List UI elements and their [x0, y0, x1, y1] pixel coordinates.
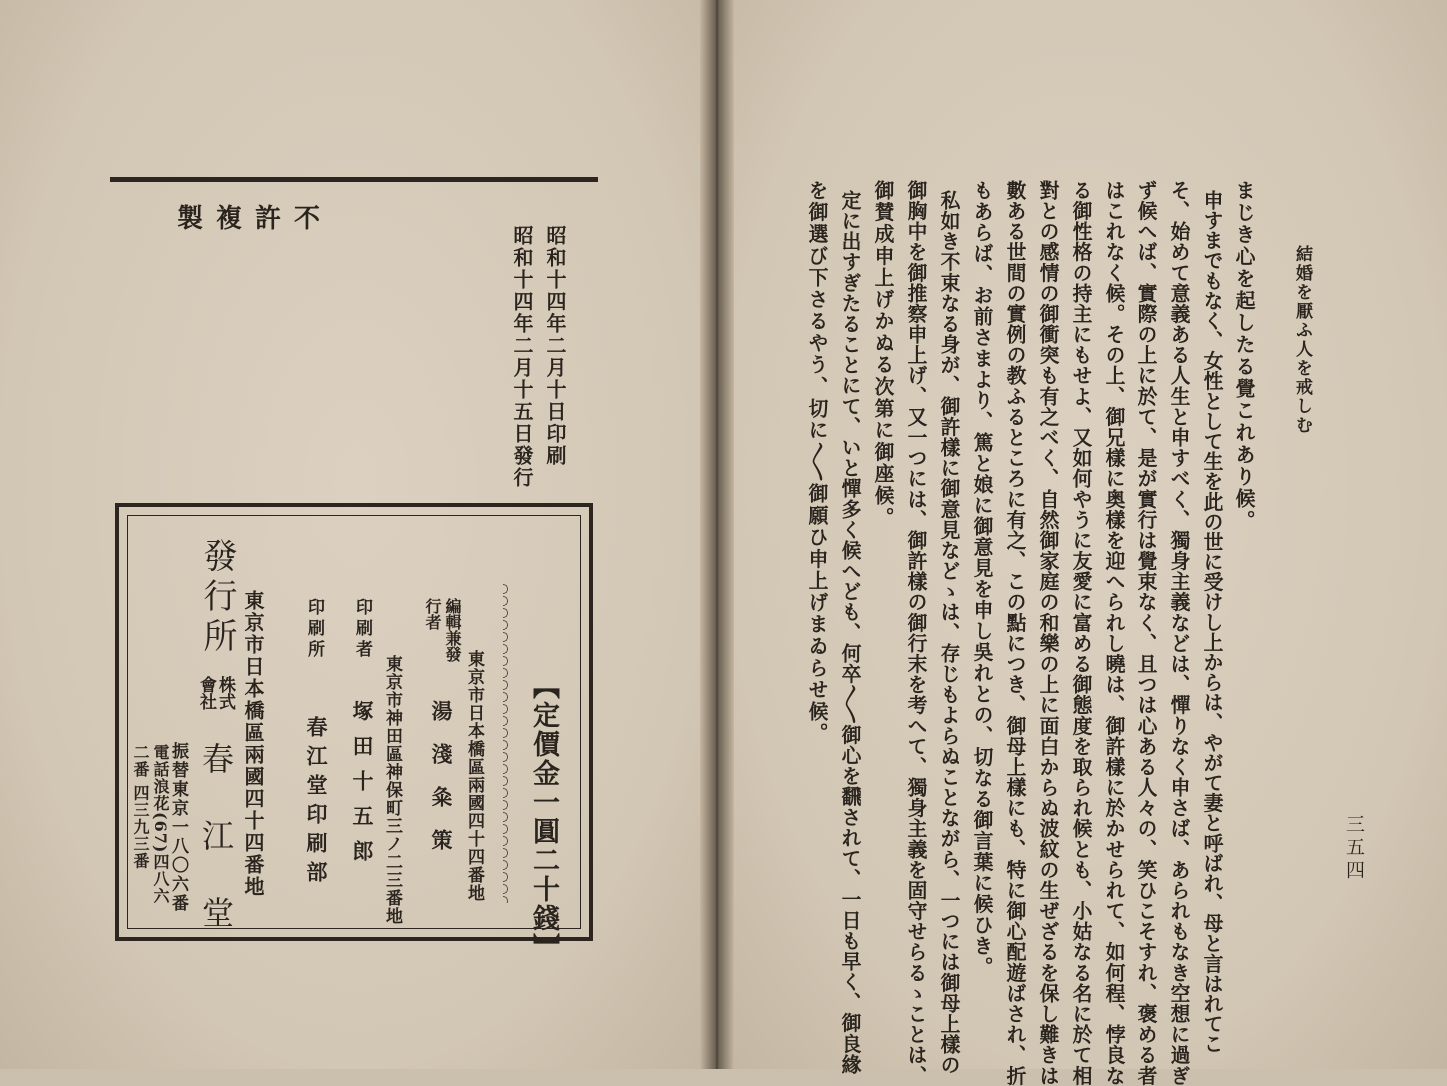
body-line: 私如き不束なる身が、御許樣に御意見などゝは、存じもよらぬことながら、一つには御母上樣の — [937, 190, 961, 1076]
copyright-notice: 不許複製 — [177, 204, 334, 234]
price: 【定價金一圓二十錢】 — [528, 672, 559, 962]
publisher-name: 春江堂 — [197, 742, 235, 973]
editor-name: 湯淺粂策 — [429, 700, 454, 872]
transfer-account: 振替東京一八〇六番 — [168, 742, 188, 913]
print-date: 昭和十四年二月十日印刷 — [543, 225, 567, 467]
printshop-name: 春江堂印刷部 — [304, 716, 329, 890]
body-line: もあらば、お前さまより、篤と娘に御意見を申し吳れとの、切なる御言葉に候ひき。 — [970, 180, 994, 978]
wavy-divider — [503, 583, 513, 903]
body-line: はこれなく候。その上、御兄樣に奥樣を迎へられし曉は、御許樣に於かせられて、如何程、悖良な — [1102, 180, 1126, 1086]
issue-date: 昭和十四年二月十五日發行 — [510, 225, 534, 489]
body-line: る御性格の持主にもせよ、又如何やうに友愛に富める御態度を取られ候とも、小姑なる名に於て相 — [1069, 180, 1093, 1086]
publisher-company-prefix: 株式會社 — [196, 676, 235, 710]
running-head: 結婚を厭ふ人を戒しむ — [1292, 245, 1312, 435]
editor-label: 編輯兼發行者 — [423, 598, 462, 662]
body-line: 對との感情の御衝突も有之べく、自然御家庭の和樂の上に面白からぬ波紋の生ぜざるを保し難きは — [1036, 180, 1060, 1086]
printer-address: 東京市神田區神保町三ノ二三番地 — [382, 655, 402, 925]
editor-address: 東京市日本橋區兩國四十四番地 — [464, 650, 484, 902]
publisher-label: 發行所 — [197, 538, 237, 658]
publisher-address: 東京市日本橋區兩國四十四番地 — [241, 590, 265, 898]
body-line: 數ある世間の實例の教ふるところに有之、この點につき、御母上樣にも、特に御心配遊ばされ、折 — [1003, 180, 1027, 1086]
printer-label: 印刷者 — [352, 598, 372, 661]
book-gutter — [700, 0, 734, 1069]
body-line: 御賛成申上げかぬる次第に御座候。 — [871, 180, 895, 529]
colophon-top-rule — [110, 177, 598, 182]
body-line: 御胸中を御推察申上げ、又一つには、御許樣の御行末を考へて、獨身主義を固守せらるゝことは、 — [904, 180, 928, 1086]
body-line: 申すまでもなく、女性として生を此の世に受けし上からは、やがて妻と呼ばれ、母と言はれてこ — [1200, 190, 1224, 1054]
body-text — [805, 180, 1260, 1086]
body-line: そ、始めて意義ある人生と申すべく、獨身主義などは、憚りなく申さば、あられもなき空想に過ぎ — [1167, 180, 1191, 1086]
body-line: を御選び下さるやう、切に〳〵御願ひ申上げまゐらせ候。 — [805, 180, 829, 745]
body-line: ず候へば、實際の上に於て、是が實行は覺束なく、且つは心ある人々の、笑ひこそすれ、褒める者 — [1134, 180, 1158, 1086]
phone-number: 電話浪花(67)四八六二番 四三九三番 — [131, 744, 170, 905]
printer-name: 塚田十五郎 — [350, 700, 375, 875]
body-line: 定に出すぎたることにて、いと憚多く候へども、何卒〳〵御心を飜されて、一日も早く、御良緣 — [838, 190, 862, 1075]
body-line: まじき心を起したる覺これあり候。 — [1232, 180, 1256, 532]
page-number: 三五四 — [1343, 814, 1365, 883]
printshop-label: 印刷所 — [304, 598, 324, 661]
